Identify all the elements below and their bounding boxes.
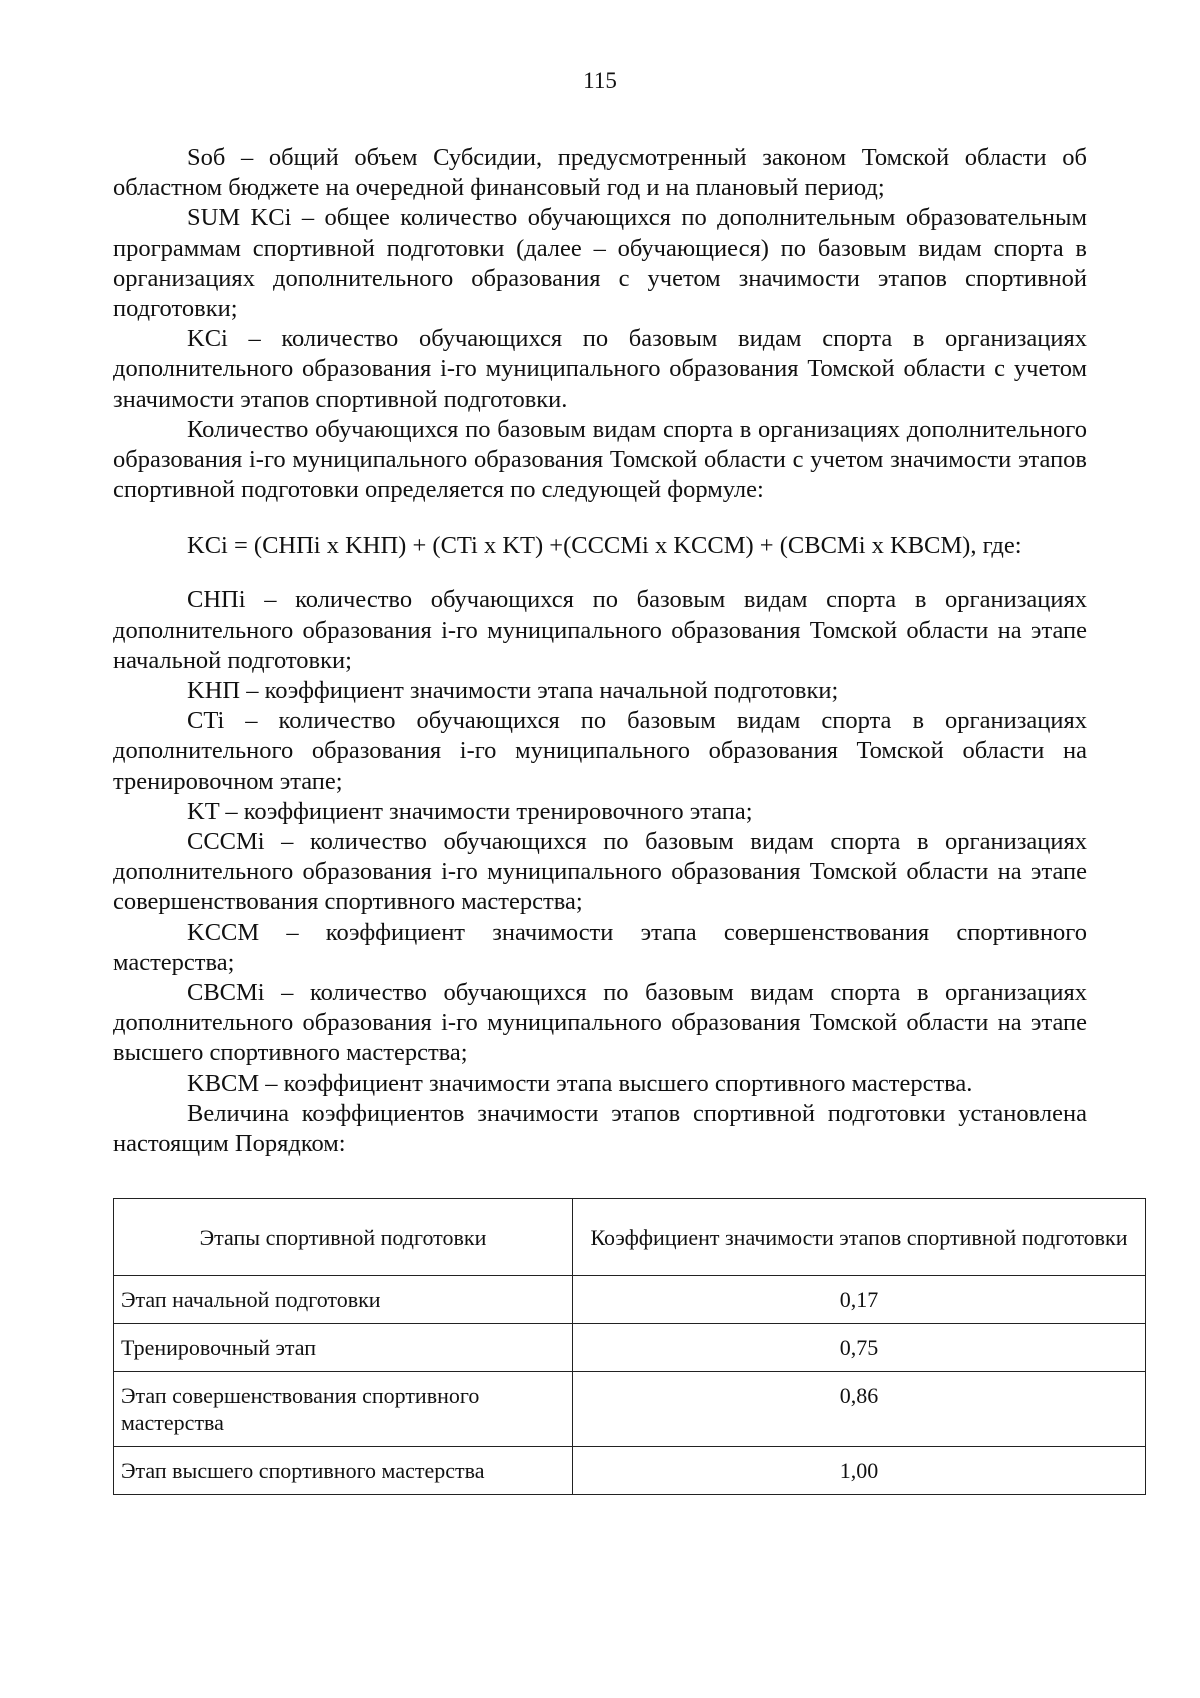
- definition: CHПi – количество обучающихся по базовым видам спорта в организациях дополнительного образования i-го муниципального образования Томской области на этапе начальной подготовки;: [113, 586, 1087, 674]
- definition: CCCMi – количество обучающихся по базовым видам спорта в организациях дополнительного образования i-го муниципального образования Томской области на этапе совершенствования спортивного мастерства;: [113, 828, 1087, 916]
- coefficients-table: [113, 1198, 1146, 1495]
- table-row: [114, 1372, 1146, 1447]
- coefficient-cell: 0,86: [573, 1372, 1146, 1447]
- formula: KCi = (CHПi x KHП) + (CTi x KT) +(CCCMi x KCCM) + (CBCMi x KBCM), где:: [187, 532, 1022, 560]
- definition: Величина коэффициентов значимости этапов спортивной подготовки установлена настоящим Порядком:: [113, 1099, 1087, 1158]
- table-header-row: [114, 1199, 1146, 1276]
- table-row: [114, 1276, 1146, 1324]
- paragraph: Количество обучающихся по базовым видам спорта в организациях дополнительного образования i-го муниципального образования Томской области с учетом значимости этапов спортивной подготовки определяется по следующей формуле:: [113, 415, 1087, 504]
- definition: CTi – количество обучающихся по базовым видам спорта в организациях дополнительного образования i-го муниципального образования Томской области на тренировочном этапе;: [113, 707, 1087, 795]
- stage-cell: Этап высшего спортивного мастерства: [114, 1447, 573, 1495]
- definition: KHП – коэффициент значимости этапа начальной подготовки;: [187, 677, 839, 705]
- coefficient-cell: 0,75: [573, 1324, 1146, 1372]
- definition: CBCMi – количество обучающихся по базовым видам спорта в организациях дополнительного образования i-го муниципального образования Томской области на этапе высшего спортивного мастерства;: [113, 979, 1087, 1067]
- coefficient-cell: 1,00: [573, 1447, 1146, 1495]
- header-coefficient: Коэффициент значимости этапов спортивной подготовки: [573, 1199, 1146, 1276]
- paragraph: SUM KCi – общее количество обучающихся по дополнительным образовательным программам спортивной подготовки (далее – обучающиеся) по базовым видам спорта в организациях дополнительного образования с учетом значимости этапов спортивной подготовки;: [113, 204, 1087, 323]
- stage-cell: Этап начальной подготовки: [114, 1276, 573, 1324]
- paragraph: Sоб – общий объем Субсидии, предусмотренный законом Томской области об областном бюджете на очередной финансовый год и на плановый период;: [113, 144, 1087, 202]
- body-text: [113, 143, 1087, 1159]
- definition: KT – коэффициент значимости тренировочного этапа;: [187, 797, 753, 825]
- stage-cell: Этап совершенствования спортивного мастерства: [114, 1372, 573, 1447]
- header-stage: Этапы спортивной подготовки: [114, 1199, 573, 1276]
- definition: KBCM – коэффициент значимости этапа высшего спортивного мастерства.: [187, 1069, 973, 1097]
- table-row: [114, 1324, 1146, 1372]
- coefficient-cell: 0,17: [573, 1276, 1146, 1324]
- stage-cell: Тренировочный этап: [114, 1324, 573, 1372]
- definition: KCCM – коэффициент значимости этапа совершенствования спортивного мастерства;: [113, 918, 1087, 976]
- paragraph: KCi – количество обучающихся по базовым видам спорта в организациях дополнительного образования i-го муниципального образования Томской области с учетом значимости этапов спортивной подготовки.: [113, 325, 1087, 413]
- table-row: [114, 1447, 1146, 1495]
- page-number: 115: [583, 68, 617, 93]
